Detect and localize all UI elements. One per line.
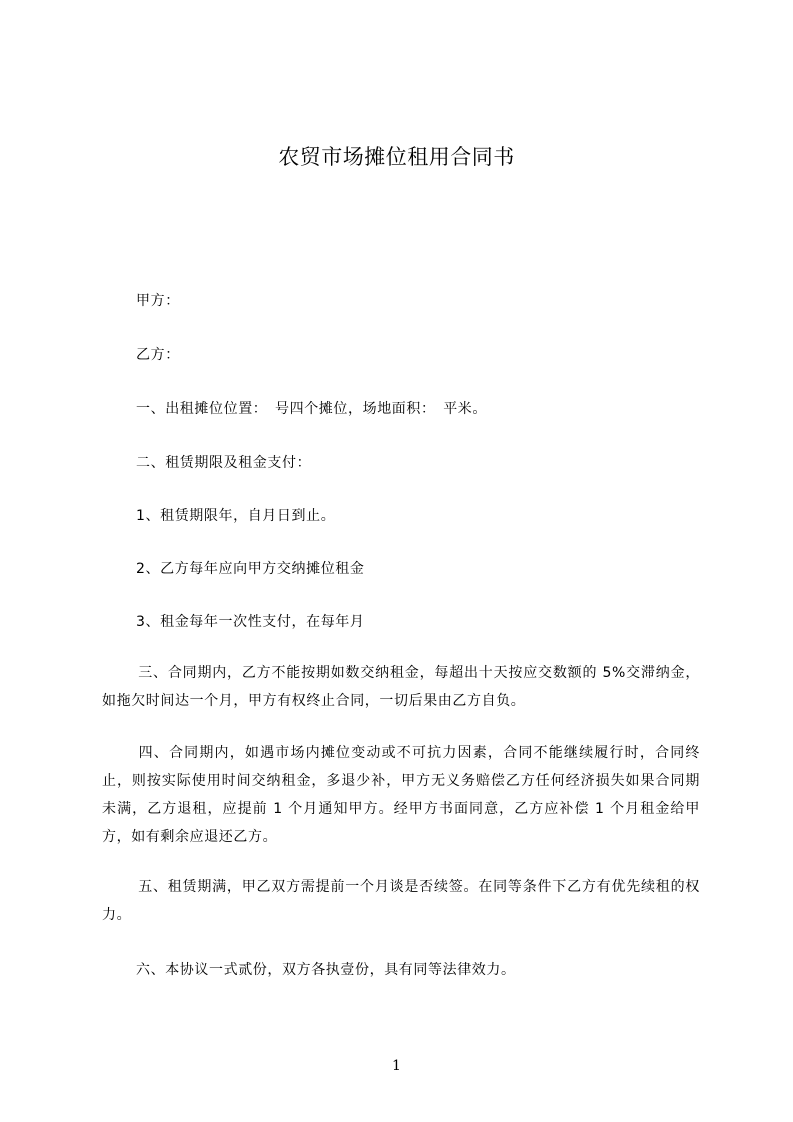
clause-6: 六、本协议一式贰份，双方各执壹份，具有同等法律效力。 [136,962,516,978]
clause-2-heading: 二、租赁期限及租金支付： [136,455,312,471]
party-b-label: 乙方： [136,347,180,363]
page-number: 1 [392,1058,401,1074]
clause-4 [102,739,700,851]
clause-5-text: 五、租赁期满，甲乙双方需提前一个月谈是否续签。在同等条件下乙方有优先续租的权力。 [102,879,700,923]
clause-5 [102,873,700,929]
clause-1: 一、出租摊位位置： 号四个摊位，场地面积： 平米。 [136,401,487,417]
clause-2-item-2: 2、乙方每年应向甲方交纳摊位租金 [136,561,365,577]
clause-3 [102,659,700,715]
clause-2-item-3: 3、租金每年一次性支付，在每年月 [136,614,365,630]
clause-3-text: 三、合同期内，乙方不能按期如数交纳租金，每超出十天按应交数额的 5%交滞纳金，如拖欠时间达一个月，甲方有权终止合同，一切后果由乙方自负。 [102,665,700,709]
clause-4-text: 四、合同期内，如遇市场内摊位变动或不可抗力因素，合同不能继续履行时，合同终止，则按实际使用时间交纳租金，多退少补，甲方无义务赔偿乙方任何经济损失如果合同期未满，乙方退租，应提前 1 个月通知甲方。经甲方书面同意，乙方应补偿 1 个月租金给甲方，如有剩余应退还乙方。 [102,745,700,845]
document-title: 农贸市场摊位租用合同书 [278,145,515,169]
clause-2-item-1: 1、租赁期限年，自月日到止。 [136,508,336,524]
party-a-label: 甲方： [136,293,180,309]
